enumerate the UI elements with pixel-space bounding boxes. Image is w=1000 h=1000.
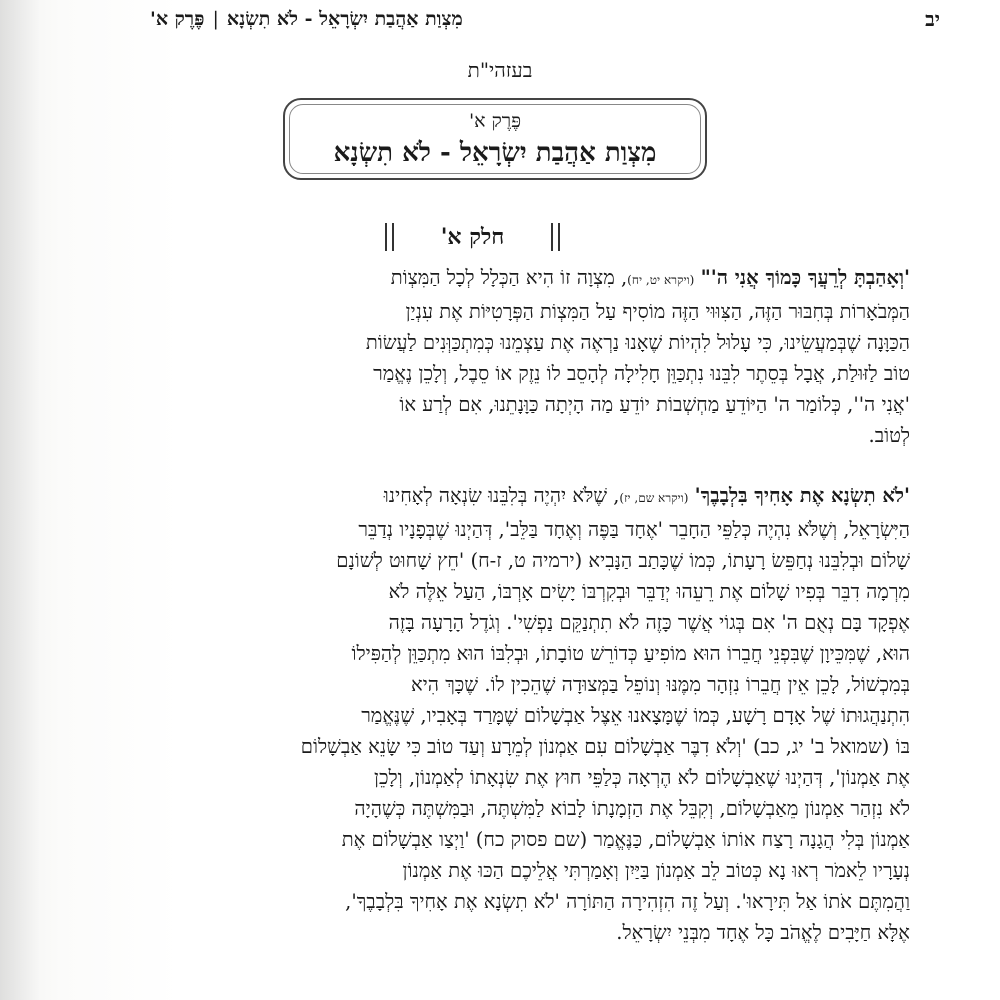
paragraph-1-ref: (ויקרא יט, יח) — [627, 273, 695, 287]
section-bar-left — [385, 223, 394, 251]
paragraph-1 — [185, 262, 910, 451]
paragraph-2-line: אֶת אַמְנוֹן', דְּהַיְנוּ שֶׁאַבְשָׁלוֹם לֹא הֶרְאָה כְּלַפֵּי חוּץ אֶת שִׂנְאָתוֹ לְאַמְנוֹן, וְלָכֵן — [374, 766, 910, 789]
paragraph-2-lead: 'לֹא תִשְׂנָא אֶת אָחִיךָ בִּלְבָבֶךָ' — [694, 484, 910, 507]
paragraph-1-lead: 'וְאָהַבְתָּ לְרֵעֲךָ כָּמוֹךָ אֲנִי ה'" — [700, 266, 910, 289]
paragraph-2-line: לֹא נִזְהַר אַמְנוֹן מֵאַבְשָׁלוֹם, וְקִבֵּל אֶת הַזְמָנָתוֹ לָבוֹא לַמִּשְׁתֶּה, וּבַמִּשְׁתֶּה כְּשֶׁהָיָה — [354, 797, 910, 820]
chapter-title-box — [283, 98, 707, 180]
paragraph-2-line-1-rest: , שֶׁלֹּא יִהְיֶה בְּלִבֵּנוּ שִׂנְאָה לְאָחִינוּ — [383, 484, 620, 507]
paragraph-1-line: טוֹב לַזּוּלַת, אֲבָל בְּסֵתֶר לִבֵּנוּ נִתְכַּוֵּן חָלִילָה לְהָסֵב לוֹ נֵזֶק אוֹ סֵבֶל, וְלָכֵן נֶאֱמַר — [373, 362, 910, 385]
section-bar-right — [551, 223, 560, 251]
paragraph-1-line: הַכַּוָּנָה שֶׁבְּמַעֲשֵׂינוּ, כִּי עָלוּל לִהְיוֹת שֶׁאָנוּ נַרְאֶה אֶת עַצְמֵנוּ כְּמִתְכַּוְּנִים לַעֲשׂוֹת — [365, 331, 910, 354]
header-separator: | — [212, 8, 219, 30]
chapter-title: מִצְוַת אַהֲבַת יִשְׂרָאֵל - לֹא תִשְׂנָא — [333, 138, 657, 168]
chapter-subtitle: פֶּרֶק א' — [468, 110, 522, 132]
paragraph-2-line: מִרְמָה דִבֵּר בְּפִיו שָׁלוֹם אֶת רֵעֵהוּ יְדַבֵּר וּבְקִרְבּוֹ יָשִׂים אָרְבּוֹ, הַעַל אֵלֶּה לֹא — [388, 580, 910, 603]
header-title: מִצְוַת אַהֲבַת יִשְׂרָאֵל - לֹא תִשְׂנָא — [226, 7, 463, 30]
paragraph-1-line: הַמְּבֹאָרוֹת בְּחִבּוּר הַזֶּה, הַצִּוּוּי הַזֶּה מוֹסִיף עַל הַמִּצְוֹת הַפְּרָטִיּוֹת אֶת עִנְיַן — [405, 300, 910, 323]
section-label: חלק א' — [440, 224, 505, 250]
paragraph-1-line-1 — [185, 262, 910, 296]
paragraph-2-line: אֶלָּא חַיָּבִים לֶאֱהֹב כָּל אֶחָד מִבְּנֵי יִשְׂרָאֵל. — [616, 921, 910, 944]
bezrat-hashem: בעזהי"ת — [467, 58, 533, 82]
paragraph-2-line: שָׁלוֹם וּבְלִבֵּנוּ נְחַפֵּשׂ רָעָתוֹ, כְּמוֹ שֶׁכָּתַב הַנָּבִיא (ירמיה ט, ז-ח) 'חֵץ שָׁחוּט לְשׁוֹנָם — [336, 549, 910, 572]
paragraph-2-line: וַהֲמִתֶּם אֹתוֹ אַל תִּירָאוּ'. וְעַל זֶה הִזְהִירָה הַתּוֹרָה 'לֹא תִשְׂנָא אֶת אָחִיךָ בִּלְבָבֶךָ', — [345, 890, 910, 913]
running-header — [150, 0, 940, 38]
paragraph-2-line-1 — [175, 480, 910, 514]
paragraph-2-line: בּוֹ (שמואל ב' יג, כב) 'וְלֹא דִבֶּר אַבְשָׁלוֹם עִם אַמְנוֹן לְמֵרָע וְעַד טוֹב כִּי שָׂנֵא אַבְשָׁלוֹם — [300, 735, 910, 758]
paragraph-1-line-1-rest: , מִצְוָה זוֹ הִיא הַכְּלָל לְכָל הַמִּצְוֹת — [390, 266, 628, 289]
section-heading — [385, 222, 560, 252]
paragraph-1-line: לְטוֹב. — [868, 424, 910, 447]
paragraph-2-ref: (ויקרא שם, יז) — [619, 491, 689, 505]
paragraph-2-line: אַמְנוֹן בְּלִי הֲגָנָה רָצַח אוֹתוֹ אַבְשָׁלוֹם, כַּנֶּאֱמַר (שם פסוק כח) 'וַיְצַו אַבְשָׁלוֹם אֶת — [341, 828, 910, 851]
spine-shadow — [0, 0, 40, 1000]
paragraph-2-line: הַיִּשְׂרָאֵל, וְשֶׁלֹּא נִהְיֶה כְּלַפֵּי הַחָבֵר 'אֶחָד בַּפֶּה וְאֶחָד בַּלֵּב', דְּהַיְנוּ שֶׁבְּפָנָיו נְדַבֵּר — [358, 518, 910, 541]
paragraph-2-line: אֶפְקָד בָּם נְאֻם ה' אִם בְּגוֹי אֲשֶׁר כָּזֶה לֹא תִתְנַקֵּם נַפְשִׁי'. וְגֹדֶל הָרָעָה בָּזֶה — [388, 611, 910, 634]
paragraph-2-line: הִתְנַהֲגוּתוֹ שֶׁל אָדָם רָשָׁע, כְּמוֹ שֶׁמָּצָאנוּ אֵצֶל אַבְשָׁלוֹם שֶׁמָּרַד בְּאָבִיו, שֶׁנֶּאֱמַר — [361, 704, 910, 727]
paragraph-1-line: 'אֲנִי ה'', כְּלוֹמַר ה' הַיּוֹדֵעַ מַחְשְׁבוֹת יוֹדֵעַ מַה הָיְתָה כַּוָּנָתֵנוּ, אִם לְרַע אוֹ — [399, 393, 910, 416]
paragraph-2 — [175, 480, 910, 948]
paragraph-2-line: הוּא, שֶׁמִּכֵּיוָן שֶׁבִּפְנֵי חֲבֵרוֹ הוּא מוֹפִיעַ כְּדוֹרֵשׁ טוֹבָתוֹ, וּבְלִבּוֹ הוּא מִתְכַּוֵּן לְהַפִּילוֹ — [351, 642, 910, 665]
header-chapter: פֶּרֶק א' — [150, 7, 205, 30]
paragraph-2-line: נְעָרָיו לֵאמֹר רְאוּ נָא כְּטוֹב לֵב אַמְנוֹן בַּיַּיִן וְאָמַרְתִּי אֲלֵיכֶם הַכּוּ אֶת אַמְנוֹן — [402, 859, 910, 882]
paragraph-2-line: בְּמִכְשׁוֹל, לָכֵן אֵין חֲבֵרוֹ נִזְהָר מִמֶּנּוּ וְנוֹפֵל בַּמְּצוּדָה שֶׁהֵכִין לוֹ. שֶׁכָּךְ הִיא — [410, 673, 910, 696]
page-number: יב — [925, 6, 940, 31]
